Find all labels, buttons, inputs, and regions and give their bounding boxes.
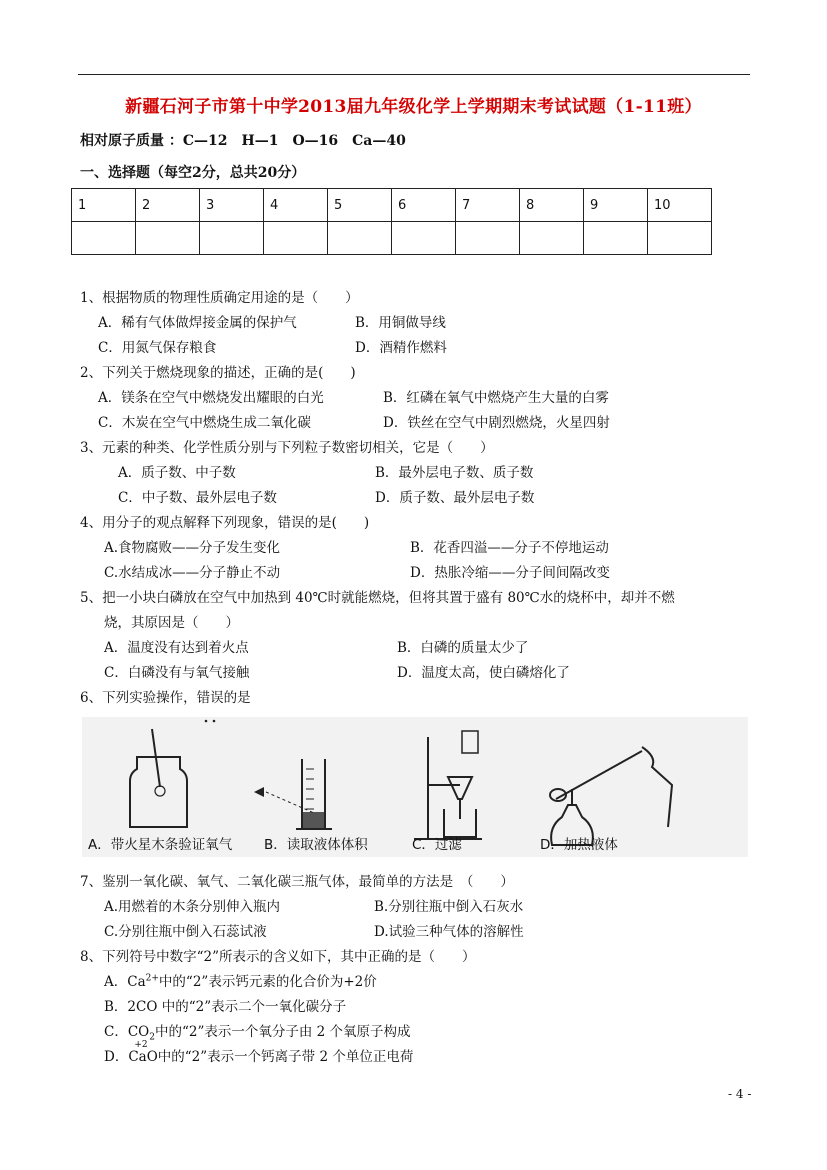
q8-d-formula: CaO [128,1049,158,1065]
filtration-stand-icon [414,731,482,839]
page-number: - 4 - [728,1087,752,1101]
q8-d-label: D． [104,1049,129,1065]
figure-caption-d: D．加热液体 [540,837,618,853]
q1-option-d: D．酒精作燃料 [355,340,447,356]
answer-table [71,188,712,255]
q4-option-c: C.水结成冰——分子静止不动 [104,565,281,581]
q5-option-c: C．白磷没有与氧气接触 [104,665,250,681]
q3-option-a: A．质子数、中子数 [118,465,236,481]
answer-cell[interactable] [264,222,328,255]
answer-cell[interactable] [456,222,520,255]
question-4-stem: 4、用分子的观点解释下列现象，错误的是( ) [80,515,370,531]
q2-option-d: D．铁丝在空气中剧烈燃烧，火星四射 [383,415,610,431]
q1-option-c: C．用氮气保存粮食 [98,340,217,356]
bottle-splint-icon [130,729,187,827]
answer-number: 5 [328,189,392,222]
answer-cell[interactable] [584,222,648,255]
graduated-cylinder-icon [254,759,332,829]
q1-option-a: A．稀有气体做焊接金属的保护气 [98,315,297,331]
q5-option-a: A．温度没有达到着火点 [104,640,249,656]
answer-number: 8 [520,189,584,222]
question-7-stem: 7、鉴别一氧化碳、氧气、二氧化碳三瓶气体，最简单的方法是 （ ） [80,874,514,890]
q3-option-d: D．质子数、最外层电子数 [375,490,535,506]
answer-table-header-row [72,189,712,222]
q8-c-text: 中的“2”表示一个氧分子由 2 个氧原子构成 [154,1024,411,1040]
answer-number: 3 [200,189,264,222]
q8-option-d [104,1040,414,1065]
q8-c-symbol: C．CO [104,1024,150,1040]
q8-d-symbol [128,1040,158,1065]
q3-option-c: C．中子数、最外层电子数 [118,490,277,506]
q8-c-subscript: 2 [149,1032,155,1043]
q1-option-b: B．用铜做导线 [355,315,446,331]
q7-option-d: D.试验三种气体的溶解性 [374,924,524,940]
q8-option-c [104,1020,411,1043]
answer-cell[interactable] [648,222,712,255]
answer-cell[interactable] [136,222,200,255]
answer-number: 9 [584,189,648,222]
question-2-stem: 2、下列关于燃烧现象的描述，正确的是( ) [80,365,356,381]
header-rule [78,74,750,75]
answer-number: 2 [136,189,200,222]
q2-option-c: C．木炭在空气中燃烧生成二氧化碳 [98,415,311,431]
page-title: 新疆石河子市第十中学2013届九年级化学上学期期末考试试题（1-11班） [125,97,702,117]
answer-number: 6 [392,189,456,222]
q8-a-charge: 2+ [145,973,159,984]
q8-option-b: B．2CO 中的“2”表示二个一氧化碳分子 [104,999,347,1015]
q8-d-text: 中的“2”表示一个钙离子带 2 个单位正电荷 [157,1049,414,1065]
section-heading: 一、选择题（每空2分，总共20分） [80,165,306,181]
answer-number: 7 [456,189,520,222]
q5-option-d: D．温度太高，使白磷熔化了 [397,665,570,681]
answer-cell[interactable] [72,222,136,255]
q4-option-a: A.食物腐败——分子发生变化 [104,540,281,556]
answer-cell[interactable] [328,222,392,255]
q4-option-b: B．花香四溢——分子不停地运动 [410,540,609,556]
q8-d-valence: +2 [134,1040,148,1050]
atomic-masses: 相对原子质量 ：C—12 H—1 O—16 Ca—40 [80,133,406,149]
question-5-stem-continued: 烧，其原因是（ ） [104,615,239,631]
question-3-stem: 3、元素的种类、化学性质分别与下列粒子数密切相关，它是（ ） [80,440,494,456]
q2-option-a: A．镁条在空气中燃烧发出耀眼的白光 [98,390,324,406]
q8-a-text: 中的“2”表示钙元素的化合价为+2价 [158,974,377,990]
figure-caption-a: A．带火星木条验证氧气 [88,837,233,853]
answer-number: 10 [648,189,712,222]
q4-option-d: D．热胀冷缩——分子间间隔改变 [410,565,610,581]
question-1-stem: 1、根据物质的物理性质确定用途的是（ ） [80,290,359,306]
question-6-stem: 6、下列实验操作，错误的是 [80,690,251,706]
q3-option-b: B．最外层电子数、质子数 [375,465,534,481]
figure-caption-c: C．过滤 [412,837,462,853]
q7-option-c: C.分别往瓶中倒入石蕊试液 [104,924,267,940]
q7-option-a: A.用燃着的木条分别伸入瓶内 [104,899,281,915]
q8-a-symbol: A．Ca [104,974,146,990]
question-8-stem: 8、下列符号中数字“2”所表示的含义如下，其中正确的是（ ） [80,949,476,965]
answer-cell[interactable] [392,222,456,255]
answer-number: 4 [264,189,328,222]
answer-number: 1 [72,189,136,222]
answer-cell[interactable] [200,222,264,255]
q8-option-a [104,970,377,990]
answer-table-blank-row [72,222,712,255]
answer-cell[interactable] [520,222,584,255]
q7-option-b: B.分别往瓶中倒入石灰水 [374,899,524,915]
figure-caption-b: B．读取液体体积 [264,837,368,853]
heating-liquid-icon [550,747,672,845]
question-5-stem: 5、把一小块白磷放在空气中加热到 40℃时就能燃烧，但将其置于盛有 80℃水的烧杯中，却并不燃 [80,590,675,606]
q2-option-b: B．红磷在氧气中燃烧产生大量的白雾 [383,390,609,406]
q5-option-b: B．白磷的质量太少了 [397,640,529,656]
